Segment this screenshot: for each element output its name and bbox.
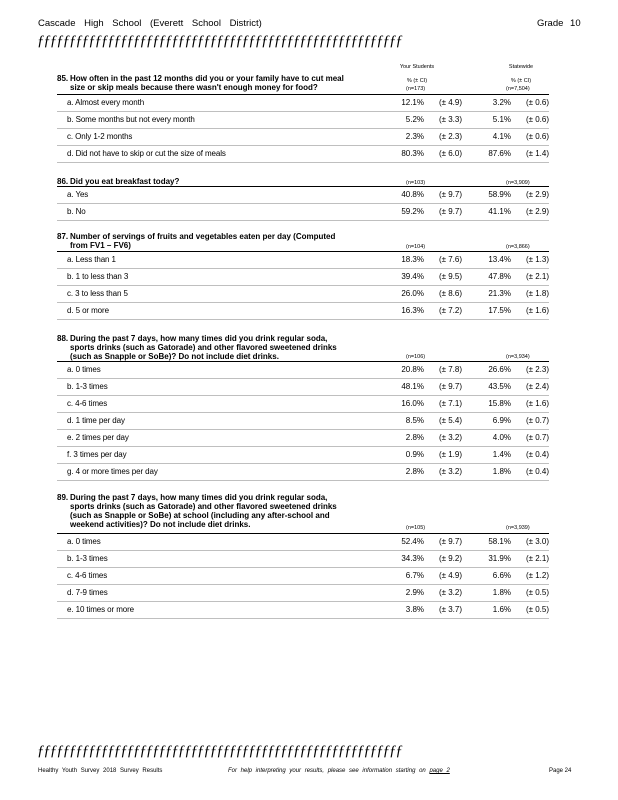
option-row: [57, 94, 549, 111]
school-percent: 3.8%: [405, 605, 424, 614]
state-ci: (± 2.3): [525, 365, 549, 374]
option-row: [57, 186, 549, 203]
state-percent: 1.8%: [492, 467, 511, 476]
school-percent: 26.0%: [401, 289, 424, 298]
state-ci: (± 2.1): [525, 272, 549, 281]
state-ci: (± 1.2): [525, 571, 549, 580]
state-percent: 58.1%: [488, 537, 511, 546]
school-percent: 2.8%: [405, 467, 424, 476]
question-85: [57, 74, 387, 92]
option-label: a. Almost every month: [67, 98, 145, 107]
header-decorative-line: ƒƒƒƒƒƒƒƒƒƒƒƒƒƒƒƒƒƒƒƒƒƒƒƒƒƒƒƒƒƒƒƒƒƒƒƒƒƒƒƒƒƒƒƒƒƒƒƒƒƒƒƒƒƒƒƒƒ: [37, 33, 402, 49]
question-text-line: size or skip meals because there wasn't enough money for food?: [70, 83, 318, 92]
question-number: 89.: [57, 493, 69, 502]
school-percent: 52.4%: [401, 537, 424, 546]
option-label: a. 0 times: [67, 365, 101, 374]
state-percent: 21.3%: [488, 289, 511, 298]
n-state: (n=3,909): [506, 180, 530, 186]
question-89: [57, 493, 387, 529]
col-school-title: Your Students: [399, 64, 435, 70]
school-percent: 18.3%: [401, 255, 424, 264]
option-label: b. 1-3 times: [67, 554, 108, 563]
question-text-line: During the past 7 days, how many times did you drink regular soda,: [70, 334, 328, 343]
school-ci: (± 8.6): [438, 289, 462, 298]
question-number: 86.: [57, 177, 69, 186]
state-percent: 6.9%: [492, 416, 511, 425]
state-percent: 41.1%: [488, 207, 511, 216]
state-percent: 31.9%: [488, 554, 511, 563]
state-ci: (± 1.6): [525, 399, 549, 408]
n-school: (n=105): [406, 525, 426, 531]
option-row: [57, 268, 549, 285]
school-percent: 2.8%: [405, 433, 424, 442]
row-divider: [57, 618, 549, 619]
school-percent: 39.4%: [401, 272, 424, 281]
option-label: c. 3 to less than 5: [67, 289, 128, 298]
school-percent: 48.1%: [401, 382, 424, 391]
school-ci: (± 3.2): [438, 588, 462, 597]
school-ci: (± 1.9): [438, 450, 462, 459]
col-school-sub: % (± CI): [406, 78, 428, 84]
school-percent: 2.3%: [405, 132, 424, 141]
question-text-line: sports drinks (such as Gatorade) and other flavored sweetened drinks: [70, 502, 337, 511]
question-text-line: Did you eat breakfast today?: [70, 177, 180, 186]
state-percent: 47.8%: [488, 272, 511, 281]
state-ci: (± 1.4): [525, 149, 549, 158]
n-state: (n=7,504): [506, 86, 530, 92]
option-row: [57, 446, 549, 463]
n-school: (n=106): [406, 354, 426, 360]
state-percent: 1.6%: [492, 605, 511, 614]
school-ci: (± 9.7): [438, 207, 462, 216]
state-percent: 1.4%: [492, 450, 511, 459]
school-percent: 16.3%: [401, 306, 424, 315]
state-ci: (± 0.7): [525, 433, 549, 442]
question-number: 87.: [57, 232, 69, 241]
school-percent: 12.1%: [401, 98, 424, 107]
school-ci: (± 9.7): [438, 382, 462, 391]
option-row: [57, 584, 549, 601]
question-text-line: (such as Snapple or SoBe)? Do not include diet drinks.: [70, 352, 279, 361]
state-ci: (± 0.6): [525, 98, 549, 107]
option-label: b. Some months but not every month: [67, 115, 195, 124]
school-percent: 0.9%: [405, 450, 424, 459]
school-percent: 59.2%: [401, 207, 424, 216]
option-row: [57, 378, 549, 395]
question-text-line: During the past 7 days, how many times did you drink regular soda,: [70, 493, 328, 502]
state-percent: 5.1%: [492, 115, 511, 124]
footer-help-link[interactable]: page 2: [429, 768, 450, 774]
state-percent: 4.1%: [492, 132, 511, 141]
school-ci: (± 7.8): [438, 365, 462, 374]
state-ci: (± 2.1): [525, 554, 549, 563]
school-ci: (± 2.3): [438, 132, 462, 141]
option-row: [57, 203, 549, 220]
school-percent: 80.3%: [401, 149, 424, 158]
state-ci: (± 1.8): [525, 289, 549, 298]
option-row: [57, 302, 549, 319]
option-label: b. 1 to less than 3: [67, 272, 129, 281]
state-percent: 3.2%: [492, 98, 511, 107]
question-number: 85.: [57, 74, 69, 83]
option-row: [57, 128, 549, 145]
state-ci: (± 3.0): [525, 537, 549, 546]
option-label: e. 2 times per day: [67, 433, 129, 442]
state-ci: (± 0.4): [525, 467, 549, 476]
option-label: f. 3 times per day: [67, 450, 127, 459]
option-label: d. 1 time per day: [67, 416, 125, 425]
state-ci: (± 2.4): [525, 382, 549, 391]
question-text-line: (such as Snapple or SoBe) at school (including any after-school and: [70, 511, 330, 520]
question-text-line: How often in the past 12 months did you or your family have to cut meal: [70, 74, 344, 83]
option-row: [57, 412, 549, 429]
school-ci: (± 9.5): [438, 272, 462, 281]
school-percent: 6.7%: [405, 571, 424, 580]
option-row: [57, 601, 549, 618]
col-state-sub: % (± CI): [510, 78, 532, 84]
school-percent: 2.9%: [405, 588, 424, 597]
school-ci: (± 5.4): [438, 416, 462, 425]
question-number: 88.: [57, 334, 69, 343]
option-label: b. 1-3 times: [67, 382, 108, 391]
row-divider: [57, 319, 549, 320]
option-row: [57, 361, 549, 378]
option-row: [57, 429, 549, 446]
option-row: [57, 285, 549, 302]
option-label: e. 10 times or more: [67, 605, 135, 614]
option-label: d. Did not have to skip or cut the size of meals: [67, 149, 226, 158]
option-label: a. 0 times: [67, 537, 101, 546]
option-row: [57, 111, 549, 128]
school-ci: (± 9.2): [438, 554, 462, 563]
option-label: a. Yes: [67, 190, 89, 199]
state-percent: 58.9%: [488, 190, 511, 199]
option-label: c. 4-6 times: [67, 399, 108, 408]
state-percent: 4.0%: [492, 433, 511, 442]
option-row: [57, 533, 549, 550]
school-percent: 16.0%: [401, 399, 424, 408]
option-label: d. 5 or more: [67, 306, 109, 315]
n-school: (n=173): [406, 86, 426, 92]
n-state: (n=3,939): [506, 525, 530, 531]
state-percent: 1.8%: [492, 588, 511, 597]
footer-decorative-line: ƒƒƒƒƒƒƒƒƒƒƒƒƒƒƒƒƒƒƒƒƒƒƒƒƒƒƒƒƒƒƒƒƒƒƒƒƒƒƒƒƒƒƒƒƒƒƒƒƒƒƒƒƒƒƒƒƒ: [37, 743, 402, 759]
state-ci: (± 0.6): [525, 115, 549, 124]
footer-help: [228, 768, 450, 774]
option-row: [57, 567, 549, 584]
footer-survey-name: Healthy Youth Survey 2018 Survey Results: [38, 768, 163, 774]
option-row: [57, 463, 549, 480]
page-number: Page 24: [549, 768, 572, 774]
option-row: [57, 395, 549, 412]
state-ci: (± 0.5): [525, 588, 549, 597]
option-label: c. 4-6 times: [67, 571, 108, 580]
school-ci: (± 6.0): [438, 149, 462, 158]
school-ci: (± 9.7): [438, 190, 462, 199]
state-ci: (± 0.6): [525, 132, 549, 141]
school-ci: (± 9.7): [438, 537, 462, 546]
state-percent: 26.6%: [488, 365, 511, 374]
school-percent: 5.2%: [405, 115, 424, 124]
school-ci: (± 3.7): [438, 605, 462, 614]
n-state: (n=3,934): [506, 354, 530, 360]
option-row: [57, 550, 549, 567]
school-ci: (± 7.6): [438, 255, 462, 264]
n-state: (n=3,866): [506, 244, 530, 250]
state-percent: 6.6%: [492, 571, 511, 580]
option-row: [57, 145, 549, 162]
question-text-line: from FV1 – FV6): [70, 241, 131, 250]
option-label: a. Less than 1: [67, 255, 116, 264]
school-ci: (± 3.2): [438, 467, 462, 476]
question-86: [57, 177, 387, 186]
state-ci: (± 0.5): [525, 605, 549, 614]
n-school: (n=104): [406, 244, 426, 250]
school-ci: (± 3.2): [438, 433, 462, 442]
grade-label: Grade 10: [537, 18, 581, 29]
state-percent: 87.6%: [488, 149, 511, 158]
footer-help-text: For help interpreting your results, please see information starting on: [228, 768, 426, 774]
state-ci: (± 1.6): [525, 306, 549, 315]
state-ci: (± 2.9): [525, 207, 549, 216]
school-ci: (± 4.9): [438, 571, 462, 580]
question-88: [57, 334, 387, 361]
state-ci: (± 0.4): [525, 450, 549, 459]
question-text-line: Number of servings of fruits and vegetables eaten per day (Computed: [70, 232, 336, 241]
question-text-line: weekend activities)? Do not include diet drinks.: [70, 520, 251, 529]
option-label: c. Only 1-2 months: [67, 132, 133, 141]
row-divider: [57, 220, 549, 221]
state-ci: (± 1.3): [525, 255, 549, 264]
state-ci: (± 0.7): [525, 416, 549, 425]
school-ci: (± 3.3): [438, 115, 462, 124]
school-percent: 40.8%: [401, 190, 424, 199]
n-school: (n=103): [406, 180, 426, 186]
school-ci: (± 4.9): [438, 98, 462, 107]
question-text-line: sports drinks (such as Gatorade) and other flavored sweetened drinks: [70, 343, 337, 352]
school-ci: (± 7.2): [438, 306, 462, 315]
state-percent: 15.8%: [488, 399, 511, 408]
row-divider: [57, 480, 549, 481]
row-divider: [57, 162, 549, 163]
option-label: g. 4 or more times per day: [67, 467, 158, 476]
state-percent: 13.4%: [488, 255, 511, 264]
state-percent: 43.5%: [488, 382, 511, 391]
school-name: Cascade High School (Everett School District): [38, 18, 262, 29]
school-percent: 8.5%: [405, 416, 424, 425]
school-percent: 20.8%: [401, 365, 424, 374]
option-label: d. 7-9 times: [67, 588, 108, 597]
col-state-title: Statewide: [508, 64, 534, 70]
option-label: b. No: [67, 207, 86, 216]
question-87: [57, 232, 387, 250]
state-percent: 17.5%: [488, 306, 511, 315]
state-ci: (± 2.9): [525, 190, 549, 199]
school-ci: (± 7.1): [438, 399, 462, 408]
option-row: [57, 251, 549, 268]
school-percent: 34.3%: [401, 554, 424, 563]
